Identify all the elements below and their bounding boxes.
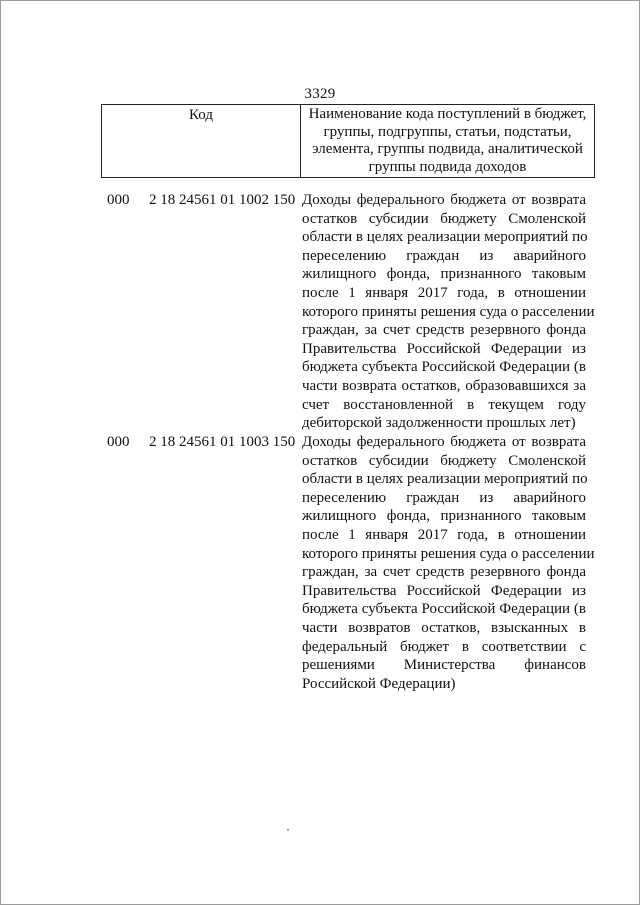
description-line: которого приняты решения суда о расселении bbox=[302, 545, 595, 562]
description-line: области в целях реализации мероприятий по bbox=[302, 229, 588, 246]
revenue-code: 2 18 24561 01 1003 150 bbox=[149, 434, 296, 450]
header-name-line: элемента, группы подвида, аналитической bbox=[312, 141, 583, 157]
description-line: переселению граждан из аварийного bbox=[302, 247, 586, 264]
description-line: жилищного фонда, признанного таковым bbox=[302, 508, 586, 525]
description-line: остатков субсидии бюджету Смоленской bbox=[302, 210, 586, 227]
description-line: остатков субсидии бюджету Смоленской bbox=[302, 452, 586, 469]
description-line: области в целях реализации мероприятий по bbox=[302, 471, 588, 488]
description-line: после 1 января 2017 года, в отношении bbox=[302, 526, 586, 543]
description-line: граждан, за счет средств резервного фонда bbox=[302, 564, 586, 581]
revenue-description bbox=[302, 191, 595, 433]
description-line: бюджета субъекта Российской Федерации (в bbox=[302, 359, 586, 376]
description-line: части возвратов остатков, взысканных в bbox=[302, 619, 586, 636]
scan-speck bbox=[287, 829, 289, 831]
description-line: граждан, за счет средств резервного фонда bbox=[302, 322, 586, 339]
description-line: Правительства Российской Федерации из bbox=[302, 340, 586, 357]
table-header bbox=[101, 104, 595, 178]
description-line: которого приняты решения суда о расселении bbox=[302, 303, 595, 320]
description-line: Российской Федерации) bbox=[302, 675, 456, 692]
description-line: после 1 января 2017 года, в отношении bbox=[302, 284, 586, 301]
description-line: жилищного фонда, признанного таковым bbox=[302, 266, 586, 283]
header-name-line: Наименование кода поступлений в бюджет, bbox=[308, 106, 587, 122]
description-line: федеральный бюджет в соответствии с bbox=[302, 638, 586, 655]
header-name-line: группы подвида доходов bbox=[368, 158, 527, 175]
description-line: части возврата остатков, образовавшихся за bbox=[302, 377, 586, 394]
header-name-line: группы, подгруппы, статьи, подстатьи, bbox=[323, 123, 572, 140]
revenue-code: 2 18 24561 01 1002 150 bbox=[149, 192, 296, 208]
description-line: бюджета субъекта Российской Федерации (в bbox=[302, 601, 586, 618]
description-line: Доходы федерального бюджета от возврата bbox=[302, 192, 586, 208]
header-name-label bbox=[301, 105, 594, 177]
description-line: дебиторской задолженности прошлых лет) bbox=[302, 415, 576, 432]
description-line: Доходы федерального бюджета от возврата bbox=[302, 434, 586, 450]
revenue-description bbox=[302, 433, 595, 693]
description-line: решениями Министерства финансов bbox=[302, 657, 586, 674]
description-line: переселению граждан из аварийного bbox=[302, 489, 586, 506]
page-number: 3329 bbox=[304, 86, 336, 102]
description-line: счет восстановленной в текущем году bbox=[302, 396, 586, 413]
admin-code: 000 bbox=[107, 434, 130, 450]
description-line: Правительства Российской Федерации из bbox=[302, 582, 586, 599]
header-code-label: Код bbox=[102, 105, 301, 177]
admin-code: 000 bbox=[107, 192, 130, 208]
